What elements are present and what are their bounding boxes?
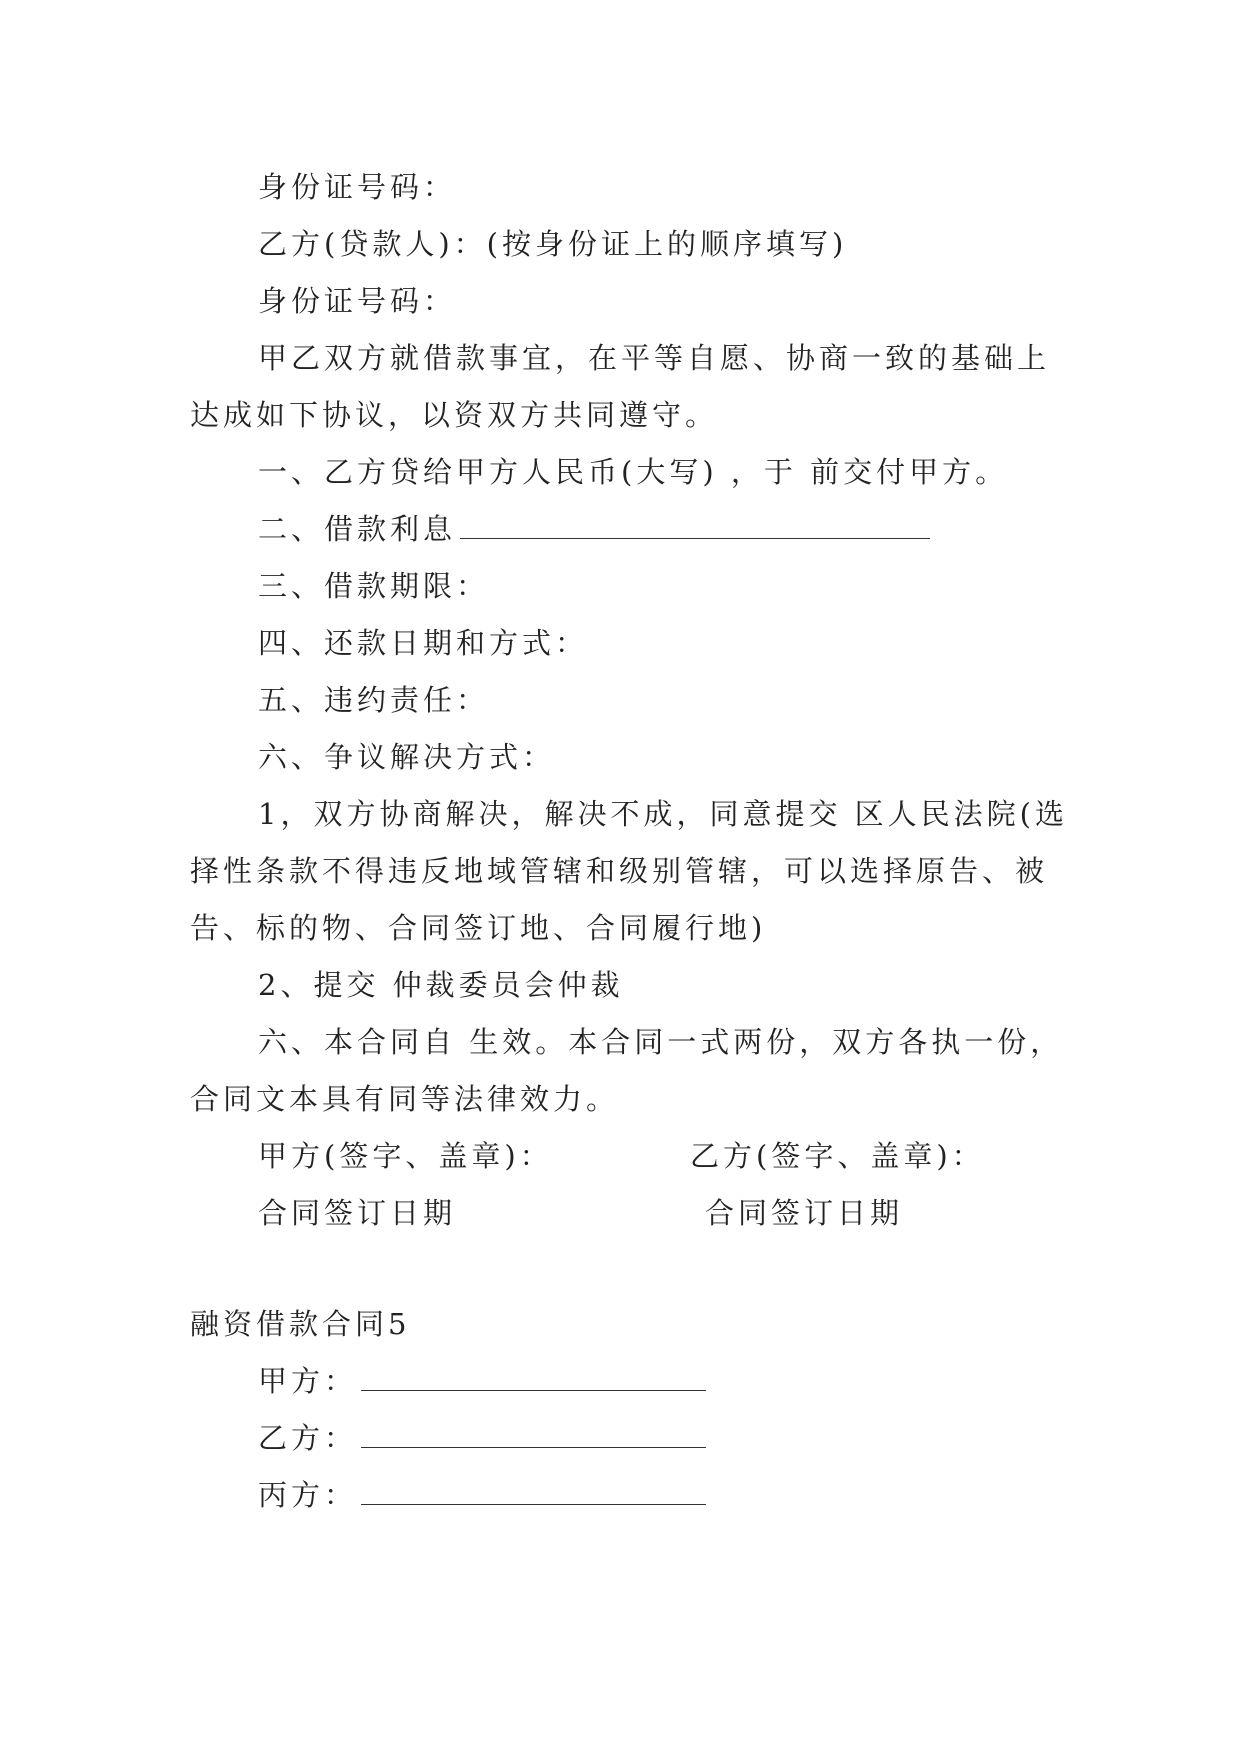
section-title: 融资借款合同5 <box>190 1307 411 1341</box>
lender-line: 乙方(贷款人)：(按身份证上的顺序填写) <box>258 227 848 261</box>
dispute-option-2: 2、提交 仲裁委员会仲裁 <box>258 968 624 1002</box>
agreement-intro-line-2: 达成如下协议，以资双方共同遵守。 <box>190 398 719 432</box>
effectiveness-line-2: 合同文本具有同等法律效力。 <box>190 1082 620 1116</box>
section5-party-b <box>258 1421 706 1455</box>
clause-5: 五、违约责任： <box>258 683 490 717</box>
party-c-label: 丙方： <box>258 1478 358 1512</box>
party-a-label: 甲方： <box>258 1364 358 1398</box>
dispute-option-1-line-3: 告、标的物、合同签订地、合同履行地) <box>190 911 767 945</box>
section5-party-a <box>258 1364 706 1398</box>
clause-2-label: 二、借款利息 <box>258 512 457 546</box>
party-b-date: 合同签订日期 <box>705 1196 904 1230</box>
id-number-line-2: 身份证号码： <box>258 284 457 318</box>
party-a-signature: 甲方(签字、盖章)： <box>258 1139 553 1173</box>
clause-2 <box>258 512 930 546</box>
agreement-intro-line-1: 甲乙双方就借款事宜，在平等自愿、协商一致的基础上 <box>258 341 1051 375</box>
id-number-line-1: 身份证号码： <box>258 170 457 204</box>
dispute-option-1-line-1: 1，双方协商解决，解决不成，同意提交 区人民法院(选 <box>258 797 1068 831</box>
party-b-blank-line <box>361 1421 706 1448</box>
party-c-blank-line <box>361 1478 706 1505</box>
party-a-date: 合同签订日期 <box>258 1196 457 1230</box>
party-a-blank-line <box>361 1364 706 1391</box>
clause-4: 四、还款日期和方式： <box>258 626 589 660</box>
party-b-label: 乙方： <box>258 1421 358 1455</box>
party-b-signature: 乙方(签字、盖章)： <box>690 1139 985 1173</box>
clause-1: 一、乙方贷给甲方人民币(大写) ，于 前交付甲方。 <box>258 455 1009 489</box>
interest-blank-line <box>460 512 930 539</box>
dispute-option-1-line-2: 择性条款不得违反地域管辖和级别管辖，可以选择原告、被 <box>190 854 1049 888</box>
clause-3: 三、借款期限： <box>258 569 490 603</box>
effectiveness-line-1: 六、本合同自 生效。本合同一式两份，双方各执一份， <box>258 1025 1064 1059</box>
section5-party-c <box>258 1478 706 1512</box>
clause-6: 六、争议解决方式： <box>258 740 556 774</box>
